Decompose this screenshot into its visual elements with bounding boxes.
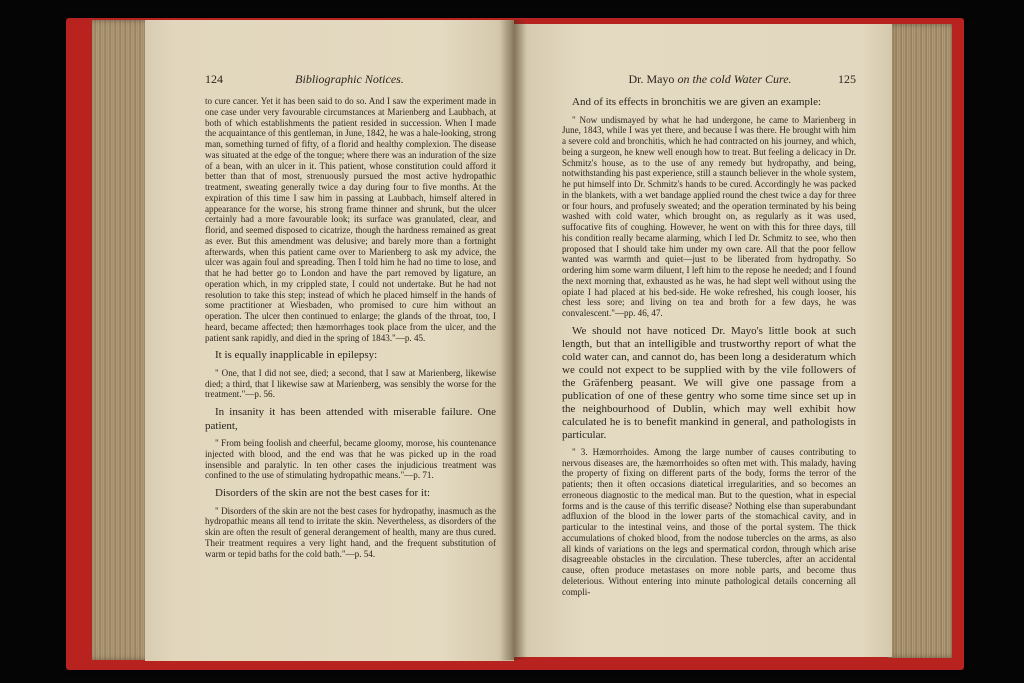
right-page-number: 125 bbox=[837, 72, 856, 86]
left-page-number: 124 bbox=[205, 72, 223, 86]
book-gutter bbox=[500, 20, 526, 660]
page-edges-right bbox=[888, 24, 952, 658]
right-page bbox=[512, 24, 892, 657]
left-paragraph-3: " One, that I did not see, died; a second, that I saw at Marienberg, likewise died; a third, that I likewise saw at Marienberg, was sensibly the worse for the treatment."—p. 56. bbox=[205, 367, 496, 400]
left-paragraph-4: In insanity it has been attended with miserable failure. One patient, bbox=[205, 406, 496, 432]
left-running-head: Bibliographic Notices. bbox=[295, 72, 404, 86]
right-paragraph-1: And of its effects in bronchitis we are given an example: bbox=[572, 96, 822, 108]
right-paragraph-3: We should not have noticed Dr. Mayo's little book at such length, but that an intelligible and trustworthy report of what the cold water can, and cannot do, has been long a desideratum which we could not expect to be supplied with by the vile followers of the Gräfenberg peasant. We will give one passage from a publication of one of these gentry who some time since set up in the neighbourhood of Dublin, which may well exhibit how calculated he is to benefit mankind in general, and pathologists in particular. bbox=[562, 324, 856, 441]
left-paragraph-1: to cure cancer. Yet it has been said to do so. And I saw the experiment made in one case under very favourable circumstances at Marienberg and Laubbach, at both of which establishments the patient resided in succession. When I made the acquaintance of this gentleman, in June, 1842, he was a hale-looking, strong man, something turned of fifty, of a florid and healthy complexion. The disease was situated at the edge of the tongue; where there was an induration of the size of a bean, with an ulcer in it. This patient, whose constitution could afford it better than that of most, strenuously pursued the most active hydropathic treatment, sweating generally twice a day during four to five months. At the expiration of this time I saw him in passing at Laubbach, himself altered in appearance for the worse, his strong frame thinner and shrunk, but the ulcer certainly had a more favourable look; its surface was granulated, clear, and florid, and seemed disposed to cicatrize, though the hardness remained as great as ever. But this amendment was delusive; and barely more than a fortnight afterwards, when this patient came over to Marienberg to ask my advice, the ulcer was again foul and spreading. Then I told him he had no time to lose, and that he had better go to London and have the part removed by ligature, an operation which, in my crippled state, I could not undertake. But he had not resolution to take this step; instead of which he placed himself in the hands of some practitioner at Wiesbaden, who promised to cure him without an operation. The ulcer then continued to enlarge; the glands of the throat, too, I heard, became affected; then hæmorrhages took place from the ulcer, and the patient sank rapidly, and died in the spring of 1843."—p. 45. bbox=[205, 96, 496, 343]
right-running-head: Dr. Mayo on the cold Water Cure. bbox=[628, 72, 792, 86]
left-paragraph-6: Disorders of the skin are not the best cases for it: bbox=[215, 487, 431, 499]
left-page-header bbox=[205, 72, 496, 87]
left-paragraph-2: It is equally inapplicable in epilepsy: bbox=[215, 349, 378, 362]
left-paragraph-5: " From being foolish and cheerful, became gloomy, morose, his countenance injected with blood, and the end was that he was picked up in the road insensible and paralytic. In ten other cases the injudicious treatment was confined to the use of stimulating hydropathic means."—p. 71. bbox=[205, 438, 496, 481]
left-page bbox=[145, 20, 514, 661]
left-paragraph-7: " Disorders of the skin are not the best cases for hydropathy, inasmuch as the hydropathic means all tend to irritate the skin. Nevertheless, as disorders of the skin are often the result of general derangement of health, many are thus cured. Their treatment requires a very light hand, and the frequent substitution of warm or tepid baths for the cold bath."—p. 54. bbox=[205, 505, 496, 559]
right-paragraph-2: " Now undismayed by what he had undergone, he came to Marienberg in June, 1843, while I was yet there, and because I was there. He brought with him a severe cold and bronchitis, which he had contracted on his journey, and which, being a surgeon, he knew well enough how to treat. But feeling a delicacy in Dr. Schmitz's house, as to the use of any remedy but hydropathy, and being, notwithstanding his past experience, still a staunch believer in the whole system, he put himself into Dr. Schmitz's hands to be cured. Accordingly he was packed in the blankets, with a wet bandage applied round the chest twice a day for three or four hours, and profusely sweated; and the operation terminated by his being washed with cold water, which brought on, as regularly as it was used, suffocative fits of coughing. However, he went on with this for three days, till his condition really became alarming, which I led Dr. Schmitz to see, who then proposed that I should take him under my own care. All that the poor fellow wanted was warmth and quiet—just to be liberated from hydropathy. So ordering him some warm diluent, I left him to the repose he needed; and I found the next morning that, exhausted as he was, he had slept well without using the opiate I had placed at his bed-side. He woke refreshed, his cough looser, his chest less sore; and living on tea and broth for a few days, he was convalescent."—pp. 46, 47. bbox=[562, 114, 856, 318]
right-page-header bbox=[562, 72, 856, 87]
right-paragraph-4: " 3. Hæmorrhoides. Among the large number of causes contributing to nervous diseases are, the hæmorrhoides so often met with. This malady, having the property of fixing on different parts of the body, forms the terror of the patients; then it often occasions diatetical irregularities, and so becomes an erroneous diagnostic to the medical man. But to the question, what in especial forms and is the cause of this terrific disease? Nothing else than superabundant adfluxion of the blood in the lower parts of the stomachical cavity, and in particular to the intestinal veins, and those of the portal system. The thick accumulations of choked blood, from the nodose tubercles on the arms, as also all kinds of variations on the legs and spermatical cordon, through which arise disagreeable obstacles in the circulation. These tubercles, after an accidental cause, often produce metastases on more noble parts, and become thus deleterious. Without entering into minute pathological details concerning all compli- bbox=[562, 446, 856, 597]
